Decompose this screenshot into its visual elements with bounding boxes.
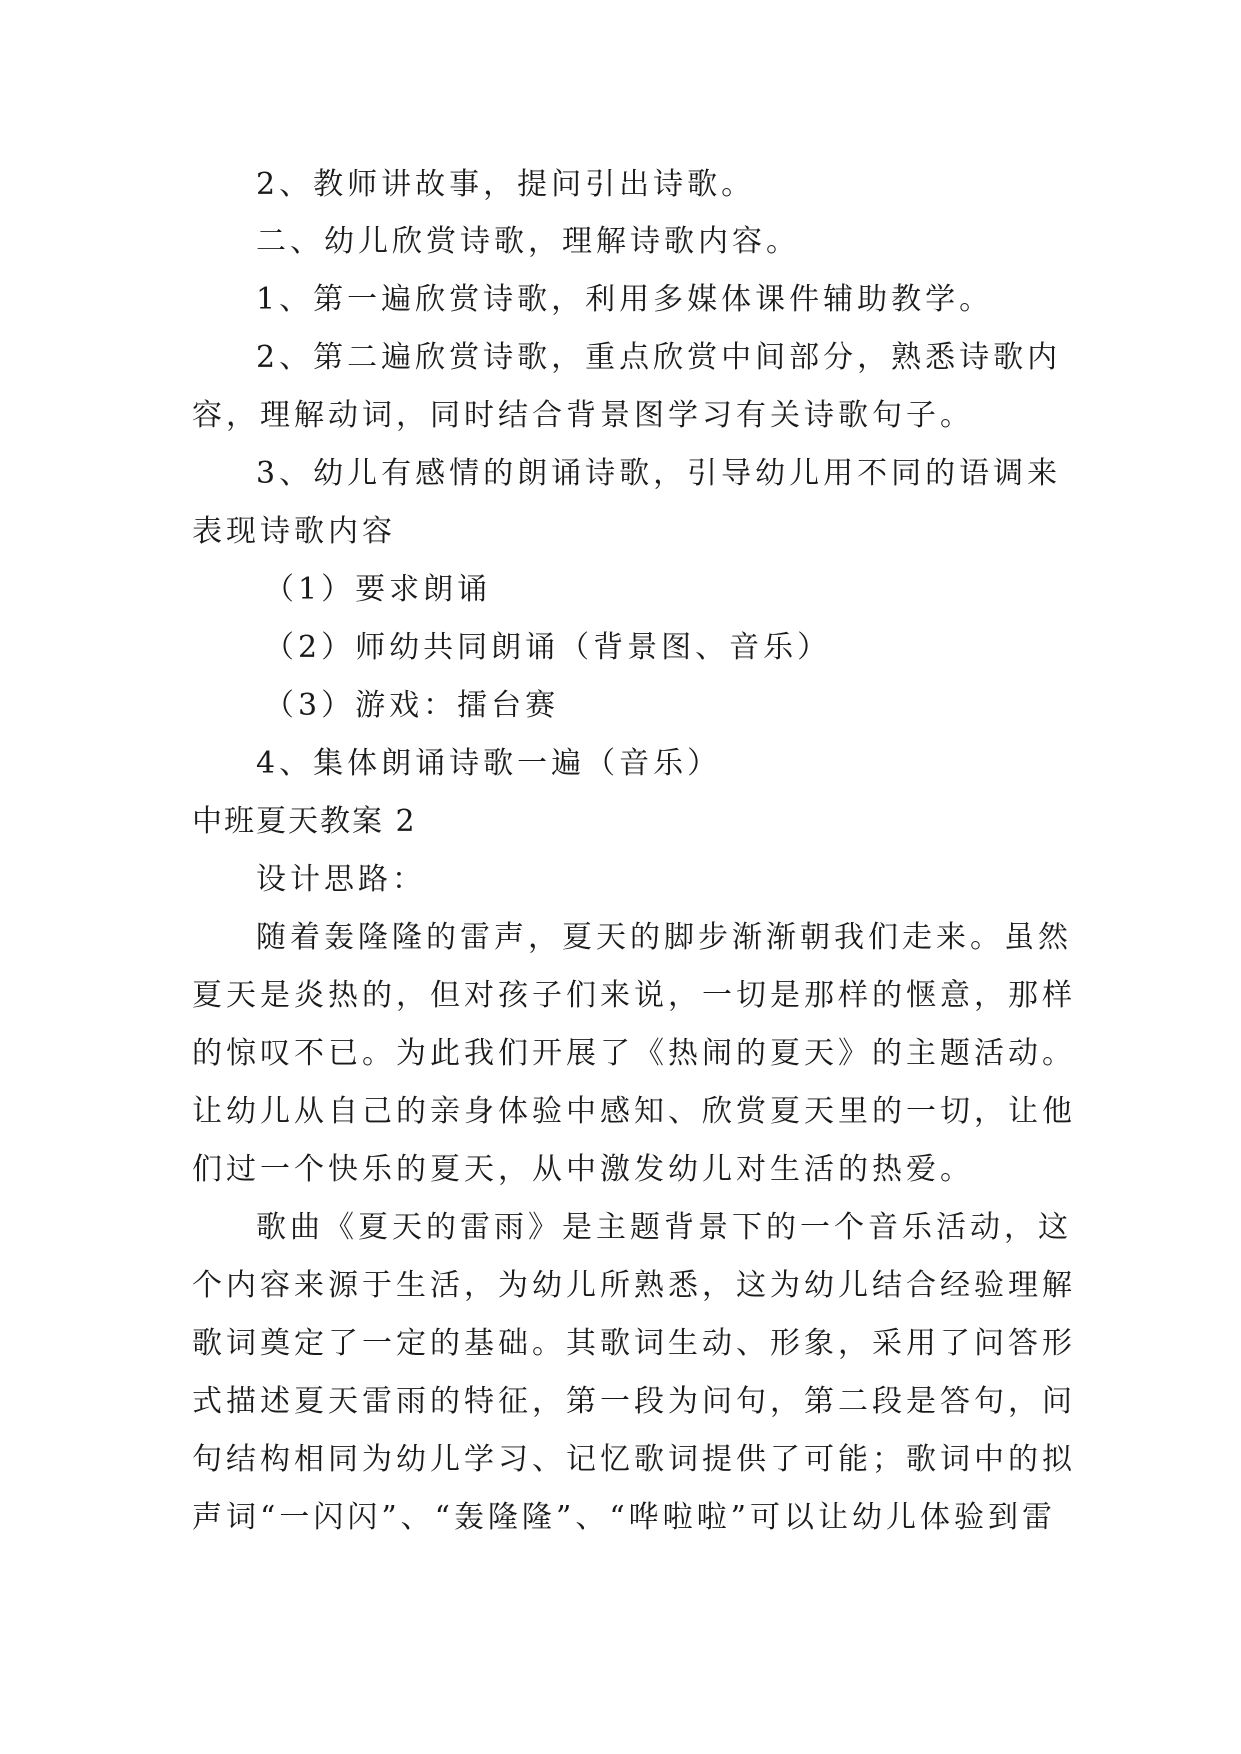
text-line: 3、幼儿有感情的朗诵诗歌，引导幼儿用不同的语调来	[256, 456, 1062, 491]
text-line: 设计思路：	[256, 862, 426, 897]
text-line: （3）游戏：擂台赛	[264, 688, 560, 723]
section-heading: 中班夏天教案 2	[192, 804, 417, 839]
text-line: （1）要求朗诵	[264, 572, 492, 607]
text-line: 二、幼儿欣赏诗歌，理解诗歌内容。	[256, 224, 800, 259]
text-line: 句结构相同为幼儿学习、记忆歌词提供了可能；歌词中的拟	[192, 1442, 1076, 1477]
text-line: 的惊叹不已。为此我们开展了《热闹的夏天》的主题活动。	[192, 1036, 1076, 1071]
text-line: 声词“一闪闪”、“轰隆隆”、“哗啦啦”可以让幼儿体验到雷	[192, 1500, 1057, 1535]
text-line: 夏天是炎热的，但对孩子们来说，一切是那样的惬意，那样	[192, 978, 1076, 1013]
text-line: 个内容来源于生活，为幼儿所熟悉，这为幼儿结合经验理解	[192, 1268, 1076, 1303]
text-line: 2、教师讲故事，提问引出诗歌。	[256, 167, 756, 202]
text-line: 随着轰隆隆的雷声，夏天的脚步渐渐朝我们走来。虽然	[256, 920, 1072, 955]
text-line: 式描述夏天雷雨的特征，第一段为问句，第二段是答句，问	[192, 1384, 1076, 1419]
text-line: （2）师幼共同朗诵（背景图、音乐）	[264, 630, 832, 665]
text-line: 1、第一遍欣赏诗歌，利用多媒体课件辅助教学。	[256, 282, 994, 317]
text-line: 们过一个快乐的夏天，从中激发幼儿对生活的热爱。	[192, 1152, 974, 1187]
text-line: 容，理解动词，同时结合背景图学习有关诗歌句子。	[192, 398, 974, 433]
text-line: 让幼儿从自己的亲身体验中感知、欣赏夏天里的一切，让他	[192, 1094, 1076, 1129]
text-line: 表现诗歌内容	[192, 514, 396, 549]
text-line: 4、集体朗诵诗歌一遍（音乐）	[256, 746, 722, 781]
text-line: 歌曲《夏天的雷雨》是主题背景下的一个音乐活动，这	[256, 1210, 1072, 1245]
text-line: 2、第二遍欣赏诗歌，重点欣赏中间部分，熟悉诗歌内	[256, 340, 1062, 375]
text-line: 歌词奠定了一定的基础。其歌词生动、形象，采用了问答形	[192, 1326, 1076, 1361]
